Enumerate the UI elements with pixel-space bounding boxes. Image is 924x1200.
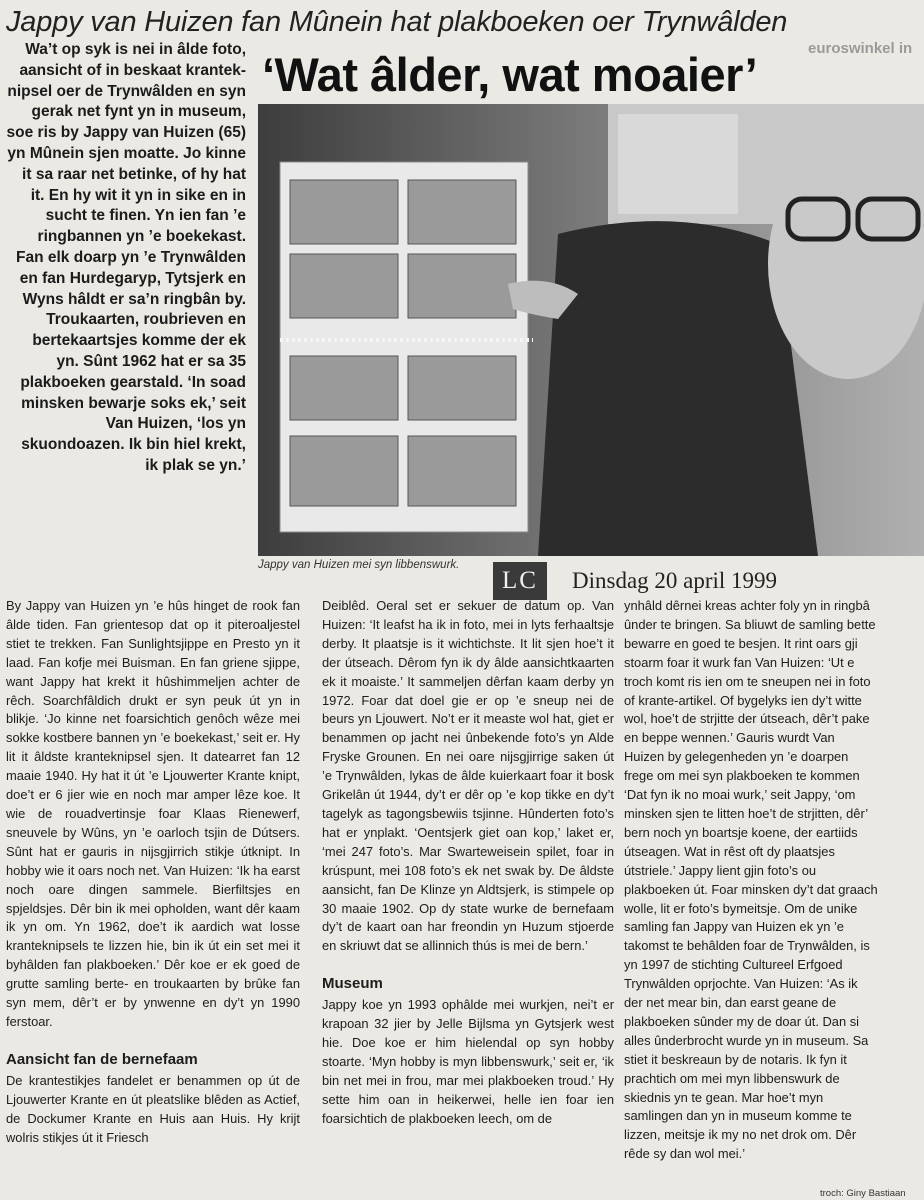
window-pane (618, 114, 738, 214)
column-line: plakboeken sûnder my de doar út. Dan si (624, 1013, 860, 1029)
subheading: Aansicht fan de bernefaam (6, 1050, 198, 1068)
column-line: prachtich om mei myn libbenswurk de (624, 1070, 840, 1086)
article-photo (258, 104, 924, 556)
subheading: Museum (322, 975, 383, 993)
column-line: bern noch yn boartsje koene, der eartiids (624, 824, 858, 840)
column-line: alles ûnderbrocht wurde yn in museum. Sa (624, 1032, 869, 1048)
column-line: ûnder te bringen. Sa bliuwt de samling bette (624, 616, 876, 632)
column-line: yn 1997 de stichting Cultureel Erfgoed (624, 957, 843, 973)
person-head (768, 149, 924, 379)
body-paragraph: De krantestikjes fandelet er benammen op út de Ljouwerter Krante en út pleatslike blêden as Actief, de Dockumer Krante en Huis aan Huis. Hy krijt wolris stikjes út it Friesch (6, 1072, 300, 1145)
column-line: frege om mei syn plakboeken te kommen (624, 768, 860, 784)
column-line: ‘Dat fyn ik no moai wurk,’ seit Jappy, ‘om (624, 787, 856, 803)
column-line: plakboeken út. Foar minsken dy’t dat graach (624, 881, 878, 897)
article-column-3 (624, 597, 924, 1182)
column-line: útstriele.’ Jappy lient gjin foto’s ou (624, 862, 817, 878)
article-column-2 (322, 597, 614, 1129)
column-line: samling fan Jappy van Huizen ek yn ’e (624, 919, 844, 935)
intro-paragraph: Wa’t op syk is nei in âlde foto, aansicht of in beskaat kranteknipsel oer de Trynwâlden en syn gerak net fynt yn in museum, soe ris by Jappy van Huizen (65) yn Mûnein sjen moatte. Jo kinne it sa raar net betinke, of hy hat it. En hy wit it yn in sike en in sucht te finen. Yn ien fan ’e ringbannen yn ’e boekekast. Fan elk doarp yn ’e Trynwâlden en fan Hurdegaryp, Tytsjerk en Wyns hâldt er sa’n ringbân by. Troukaarten, roubrieven en bertekaartsjes komme der ek yn. Sûnt 1962 hat er sa 35 plakboeken gearstald. ‘In soad minsken bewarje soks ek,’ seit Van Huizen, ‘los yn skuondoazen. Ik bin hiel krekt, ik plak se yn.’ (6, 41, 246, 474)
column-line: wol, hoe’t de strjitte der útseach, dêr’t pake (624, 711, 870, 727)
author-credit: troch: Giny Bastiaan (820, 1188, 906, 1199)
lc-logo: LC (493, 562, 547, 600)
column-line: en beppe wennen.’ Gauris wurdt Van (624, 730, 835, 746)
column-line: stiet it beskreaun by de notaris. Ik fyn it (624, 1051, 847, 1067)
column-line: takomst te behâlden foar de Trynwâlden, is (624, 938, 870, 954)
body-paragraph: By Jappy van Huizen yn ’e hûs hinget de rook fan âlde tiden. Fan grientesop dat op it piteroaljestel stiet te trekken. Fan Sunlightsjippe en Presto yn it laad. Fan kofje mei Buisman. En fan griene sjippe, want Jappy hat krekt it hûshimmeljen achter de rêch. Soarchfâldich drukt er syn peuk út yn in blikje. ‘Jo kinne net foarsichtich genôch wêze mei sokke kostbere bannen yn ’e boekekast,’ seit er. Hy lit it âldste kranteknipsel sjen. It datearret fan 12 maaie 1940. Hy hat it út ’e Ljouwerter Krante knipt, doe’t er 6 jier wie en noch mar amper lêze koe. It wie de rouadvertinsje foar Klaas Rienewerf, sneuvele by Wûns, yn ’e oarloch tsjin de Dútsers. Sûnt hat er gauris in nijsgjirrich stikje útknipt. In hobby wie it oars noch net. Van Huizen: ‘Ik ha earst noch oare dingen sammele. Bierfiltsjes en spjeldsjes. Dêr bin ik mei opholden, want dêr kaam ik yn om. Yn 1962, doe’t ik aardich wat losse kranteknipsels te lizzen hie, bin ik út ein set mei it byhâlden fan plakboeken.’ Dêr koe er ek goed de grutte samling berte- en troukaarten by brûke fan syn mem, dêr’t er by ynwenne en dy’t yn 1990 ferstoar. (6, 598, 300, 1029)
bleed-through-text: euroswinkel in (808, 40, 913, 57)
column-line: skiednis yn te gean. Mar hoe’t myn (624, 1089, 824, 1105)
column-line: troch komt ris ien om te sneupen nei in foto (624, 673, 871, 689)
kicker-headline: Jappy van Huizen fan Mûnein hat plakboeken oer Trynwâlden (6, 6, 788, 38)
photo-caption: Jappy van Huizen mei syn libbenswurk. (258, 559, 460, 571)
body-paragraph: Deiblêd. Oeral set er sekuer de datum op. Van Huizen: ‘It leafst ha ik in foto, mei in lyts ferhaaltsje derby. It plaatsje is it wichtichste. It lit sjen hoe’t it der útseach. Dêrom fyn ik dy âlde aansichtkaarten ek it moaiste.’ It sammeljen dêrfan kaam derby yn 1972. Foar dat doel gie er op ’e sneup nei de beurs yn Ljouwert. No’t er it measte wol hat, giet er benammen op jacht nei ûnbekende foto’s yn Alde Fryske Grounen. En nei oare nijsgjirrige saken út ’e Trynwâlden, lykas de âlde kuierkaart foar it bosk Grikelân út 1944, dy’t er dêr op ’e kop tikke en dy’t tagelyk as tagongsbewiis tsjinne. Hûnderten foto’s hat er ynplakt. ‘Oentsjerk giet oan kop,’ laket er, ‘mei 247 foto’s. Mar Swarteweisein spilet, foar in krúspunt, mei 108 foto’s ek net swak by. De âldste aansicht, fan De Klinze yn Aldtsjerk, is stimpele op 30 maaie 1902. Op dy state wurke de bernefaam dy’t de kaart oan har freondin yn Huzum stjoerde en skriuwt dat se allinnich thús is mei de bern.’ (322, 598, 614, 954)
article-column-1 (6, 597, 300, 1147)
column-line: útseagen. Wat in rêst oft dy plaatsjes (624, 843, 835, 859)
column-line: der net mear bin, dan earst geane de (624, 995, 837, 1011)
column-line: minsken sjen te litten hoe’t de strjitten, dêr’ (624, 805, 869, 821)
column-line: Trynwâlden oprjochte. Van Huizen: ‘As ik (624, 976, 858, 992)
column-line: rêde sy dan wol mei.’ (624, 1146, 746, 1162)
column-line: stoarm foar it wurk fan Van Huizen: ‘Ut e (624, 654, 855, 670)
column-line: bewarre en goed te besjen. It rint oars gji (624, 635, 858, 651)
column-line: of krante-artikel. Of bygelyks ien dy’t witte (624, 692, 862, 708)
page-title: ‘Wat âlder, wat moaier’ (262, 48, 758, 101)
body-paragraph: Jappy koe yn 1993 ophâlde mei wurkjen, nei’t er krapoan 32 jier by Jelle Bijlsma yn Gytsjerk west hie. Doe koe er him hielendal op syn hobby stoarte. ‘Myn hobby is myn libbenswurk,’ seit er, ‘ik bin net mei in frou, mar mei plakboeken troud.’ Hy sette him oan in heikerwei, helle ien foar ien foarsichtich de plakboeken leech, om de (322, 997, 614, 1126)
column-line: wolle, lit er foto’s bymeitsje. Om de unike (624, 900, 858, 916)
column-line: Huizen by gelegenheden yn ’e doarpen (624, 749, 849, 765)
column-line: ynhâld dêrnei kreas achter foly yn in ringbâ (624, 598, 870, 613)
dateline: Dinsdag 20 april 1999 (572, 568, 778, 593)
column-line: samlingen dan yn in museum komme te (624, 1108, 852, 1124)
column-line: lizzen, meitsje ik my no net drok om. Dêr (624, 1127, 857, 1143)
photo-illustration (258, 104, 924, 556)
